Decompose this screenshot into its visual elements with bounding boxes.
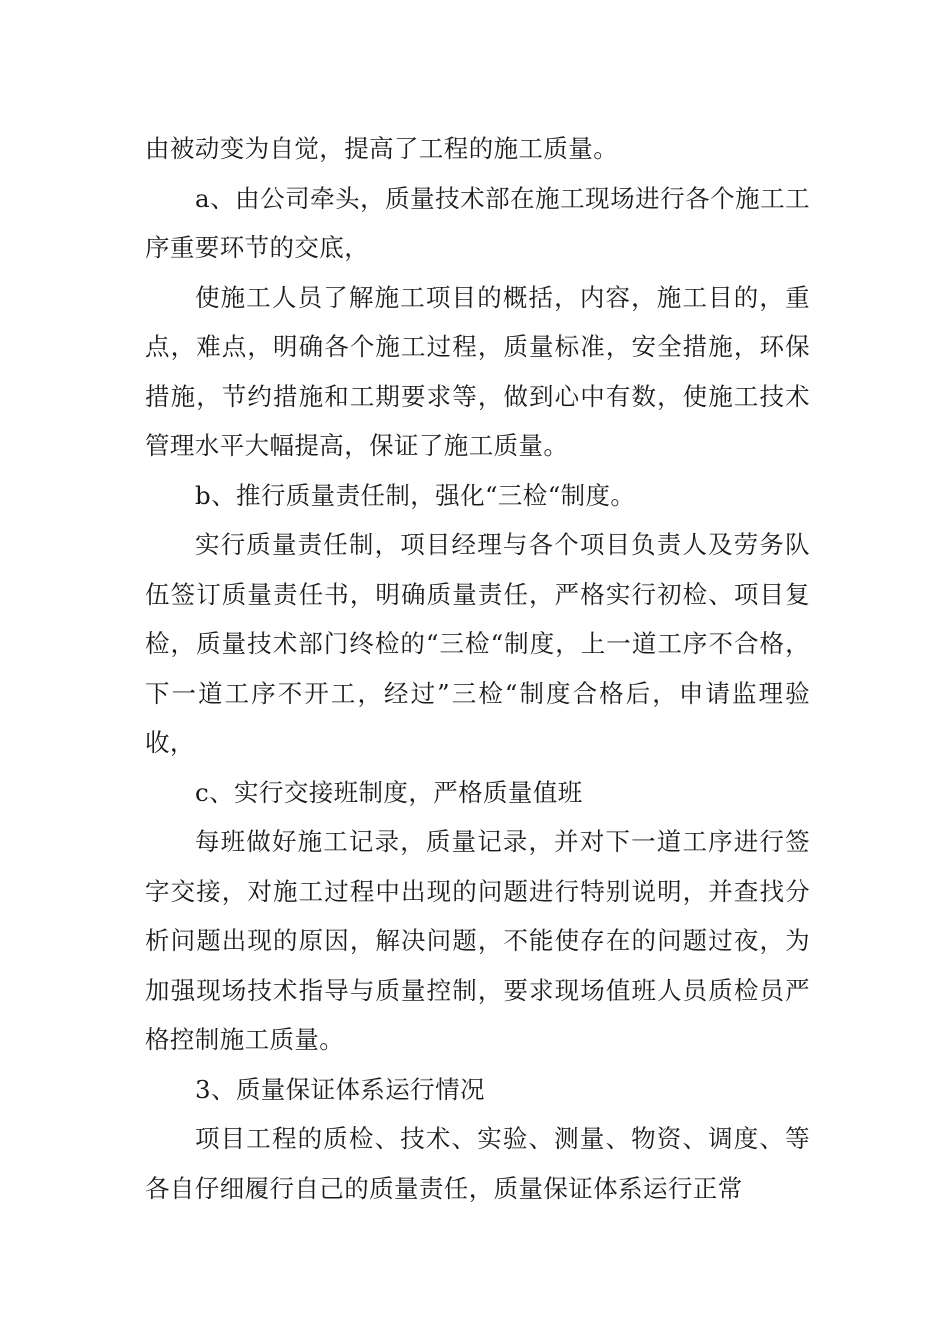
paragraph-1: 由被动变为自觉，提高了工程的施工质量。 — [145, 134, 619, 163]
paragraph-5: 实行质量责任制，项目经理与各个项目负责人及劳务队伍签订质量责任书，明确质量责任，严格实行初检、项目复检，质量技术部门终检的“三检“制度，上一道工序不合格，下一道工序不开工，经过”三检“制度合格后，申请监理验收， — [145, 530, 810, 757]
paragraph-9: 项目工程的质检、技术、实验、测量、物资、调度、等各自仔细履行自己的质量责任，质量保证体系运行正常 — [145, 1124, 810, 1203]
paragraph-7: 每班做好施工记录，质量记录，并对下一道工序进行签字交接，对施工过程中出现的问题进行特别说明，并查找分析问题出现的原因，解决问题，不能使存在的问题过夜，为加强现场技术指导与质量控制，要求现场值班人员质检员严格控制施工质量。 — [145, 827, 810, 1054]
paragraph-2: a、由公司牵头，质量技术部在施工现场进行各个施工工序重要环节的交底， — [145, 183, 810, 262]
document-page — [145, 124, 810, 1213]
paragraph-3: 使施工人员了解施工项目的概括，内容，施工目的，重点，难点，明确各个施工过程，质量标准，安全措施，环保措施，节约措施和工期要求等，做到心中有数，使施工技术管理水平大幅提高，保证了施工质量。 — [145, 282, 810, 460]
paragraph-6: c、实行交接班制度，严格质量值班 — [195, 777, 583, 807]
paragraph-4: b、推行质量责任制，强化“三检“制度。 — [195, 480, 636, 510]
paragraph-8: 3、质量保证体系运行情况 — [195, 1074, 485, 1104]
